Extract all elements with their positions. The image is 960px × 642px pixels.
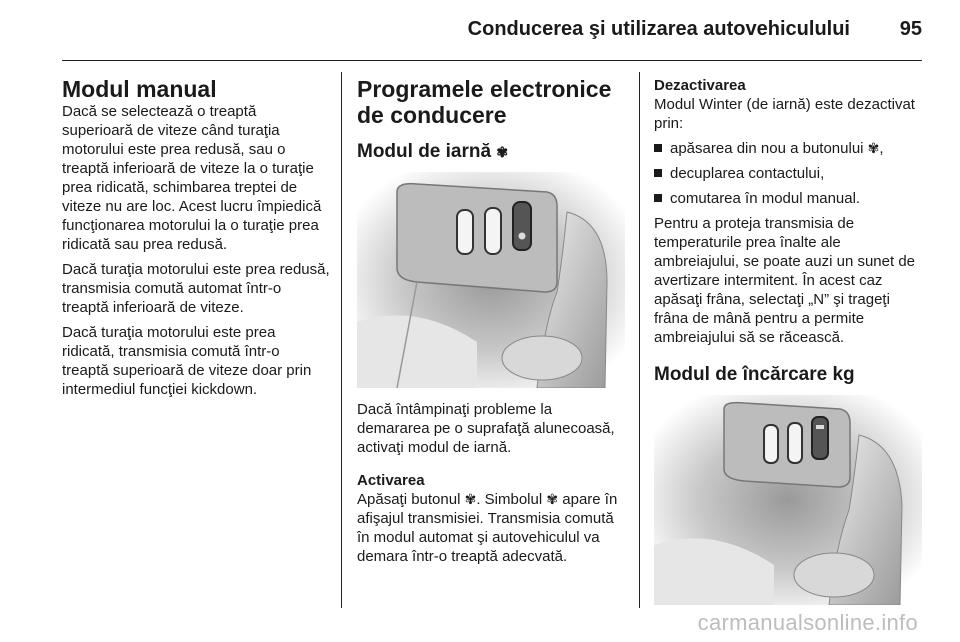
winter-mode-console-illustration <box>357 172 625 388</box>
bullet-text-2: decuplarea contactului, <box>670 165 825 182</box>
load-mode-console-illustration <box>654 395 922 605</box>
section-heading-manual-mode: Modul manual <box>62 76 217 102</box>
bullet-suffix: , <box>879 140 884 157</box>
activation-text-b: . Simbolul <box>476 491 543 508</box>
paragraph-winter-intro: Dacă întâmpinaţi probleme la demararea pe o suprafaţă alunecoasă, activaţi modul de iarnă. <box>357 401 615 456</box>
winter-mode-icon: ✾ <box>546 491 559 507</box>
bullet-square-icon <box>654 144 662 152</box>
bullet-text-3: comutarea în modul manual. <box>670 190 861 207</box>
list-item-text <box>670 139 884 158</box>
header-rule <box>62 60 922 61</box>
subheading-winter-mode-text: Modul de iarnă <box>357 141 492 162</box>
winter-mode-icon: ✾ <box>496 144 509 160</box>
bullet-square-icon <box>654 194 662 202</box>
running-header-title: Conducerea şi utilizarea autovehiculului <box>467 18 850 40</box>
paragraph-activation <box>357 490 625 566</box>
subheading-deactivation: Dezactivarea <box>654 77 746 94</box>
list-item <box>654 164 926 183</box>
bullet-text-1: apăsarea din nou a butonului <box>670 140 864 157</box>
list-item <box>654 189 926 208</box>
winter-mode-icon: ✾ <box>867 140 880 156</box>
column-manual-mode <box>62 76 330 399</box>
list-item <box>654 139 926 158</box>
activation-text-c: apare în afişajul transmisiei. Transmisia comută în modul automat şi autovehiculul va demara într-o treaptă adecvată. <box>357 491 618 565</box>
subheading-load-mode: Modul de încărcare kg <box>654 364 855 385</box>
paragraph-manual-3: Dacă turaţia motorului este prea ridicată, transmisia comută într-o treaptă superioară de viteze doar prin intermediul funcţiei kickdown. <box>62 324 312 398</box>
subheading-activation: Activarea <box>357 472 425 489</box>
watermark-url: carmanualsonline.info <box>697 610 918 635</box>
paragraph-deactivation-intro: Modul Winter (de iarnă) este dezactivat prin: <box>654 96 915 132</box>
subheading-winter-mode <box>357 140 625 164</box>
paragraph-manual-1: Dacă se selectează o treaptă superioară de viteze când turaţia motorului este prea redusă, sau o treaptă inferioară de viteze la o turaţie prea ridicată, schimbarea treptei de viteze nu are loc. Acest lucru împiedică funcţionarea motorului la o turaţie prea ridicată sau prea redusă. <box>62 103 322 253</box>
bullet-square-icon <box>654 169 662 177</box>
section-heading-electronic-programs: Programele electronice de conducere <box>357 76 612 128</box>
column-deactivation <box>654 76 926 605</box>
paragraph-clutch-protection: Pentru a proteja transmisia de temperaturile prea înalte ale ambreiajului, se poate auzi un sunet de avertizare intermitent. În acest caz apăsaţi frâna, selectaţi „N” şi trageţi frâna de mână pentru a permite ambreiajului să se răcească. <box>654 215 916 346</box>
column-divider-1 <box>341 72 342 608</box>
column-divider-2 <box>639 72 640 608</box>
page-number: 95 <box>899 18 922 40</box>
activation-text-a: Apăsaţi butonul <box>357 491 461 508</box>
column-electronic-programs <box>357 76 625 566</box>
paragraph-manual-2: Dacă turaţia motorului este prea redusă, transmisia comută automat într-o treaptă inferioară de viteze. <box>62 261 330 316</box>
winter-mode-icon: ✾ <box>464 491 477 507</box>
